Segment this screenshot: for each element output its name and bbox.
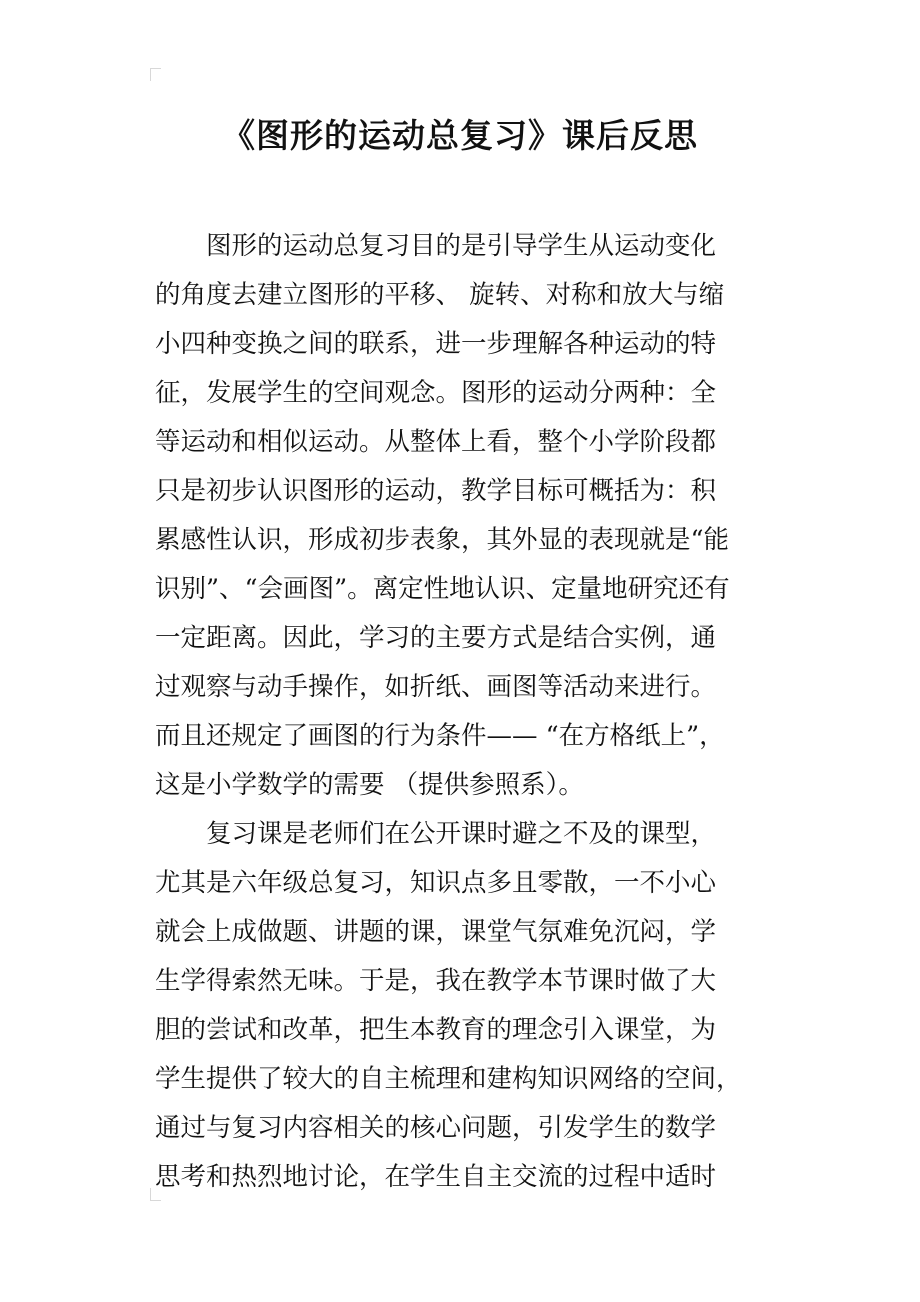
paragraph-2 [155,810,785,1202]
text-line: 等运动和相似运动。从整体上看，整个小学阶段都 [155,427,717,457]
text-line: 尤其是六年级总复习，知识点多且零散，一不小心 [155,868,717,898]
text-line: 复习课是老师们在公开课时避之不及的课型， [155,819,717,849]
text-line: 征，发展学生的空间观念。图形的运动分两种：全 [155,378,717,408]
text-line: 胆的尝试和改革，把生本教育的理念引入课堂，为 [155,1015,717,1045]
text-line: 生学得索然无味。于是，我在教学本节课时做了大 [155,966,717,996]
text-line: 累感性认识，形成初步表象，其外显的表现就是“能 [155,525,730,555]
text-line: 小四种变换之间的联系，进一步理解各种运动的特 [155,329,717,359]
text-line: 思考和热烈地讨论，在学生自主交流的过程中适时 [155,1162,717,1192]
text-line: 图形的运动总复习目的是引导学生从运动变化 [155,231,717,261]
text-line: 学生提供了较大的自主梳理和建构知识网络的空间， [155,1064,742,1094]
text-line: 的角度去建立图形的平移、 旋转、对称和放大与缩 [155,280,725,310]
text-line: 只是初步认识图形的运动，教学目标可概括为：积 [155,476,717,506]
text-line: 通过与复习内容相关的核心问题，引发学生的数学 [155,1113,717,1143]
text-line: 一定距离。因此，学习的主要方式是结合实例，通 [155,623,717,653]
text-line: 过观察与动手操作，如折纸、画图等活动来进行。 [155,672,717,702]
text-line: 而且还规定了画图的行为条件—— “在方格纸上”， [155,721,725,751]
document-body [155,222,785,1202]
corner-mark-top [150,68,161,81]
text-line: 就会上成做题、讲题的课，课堂气氛难免沉闷，学 [155,917,717,947]
text-line: 这是小学数学的需要 （提供参照系）。 [155,770,584,800]
paragraph-1 [155,222,785,810]
text-line: 识别”、“会画图”。离定性地认识、定量地研究还有 [155,574,730,604]
document-title: 《图形的运动总复习》课后反思 [222,116,698,155]
